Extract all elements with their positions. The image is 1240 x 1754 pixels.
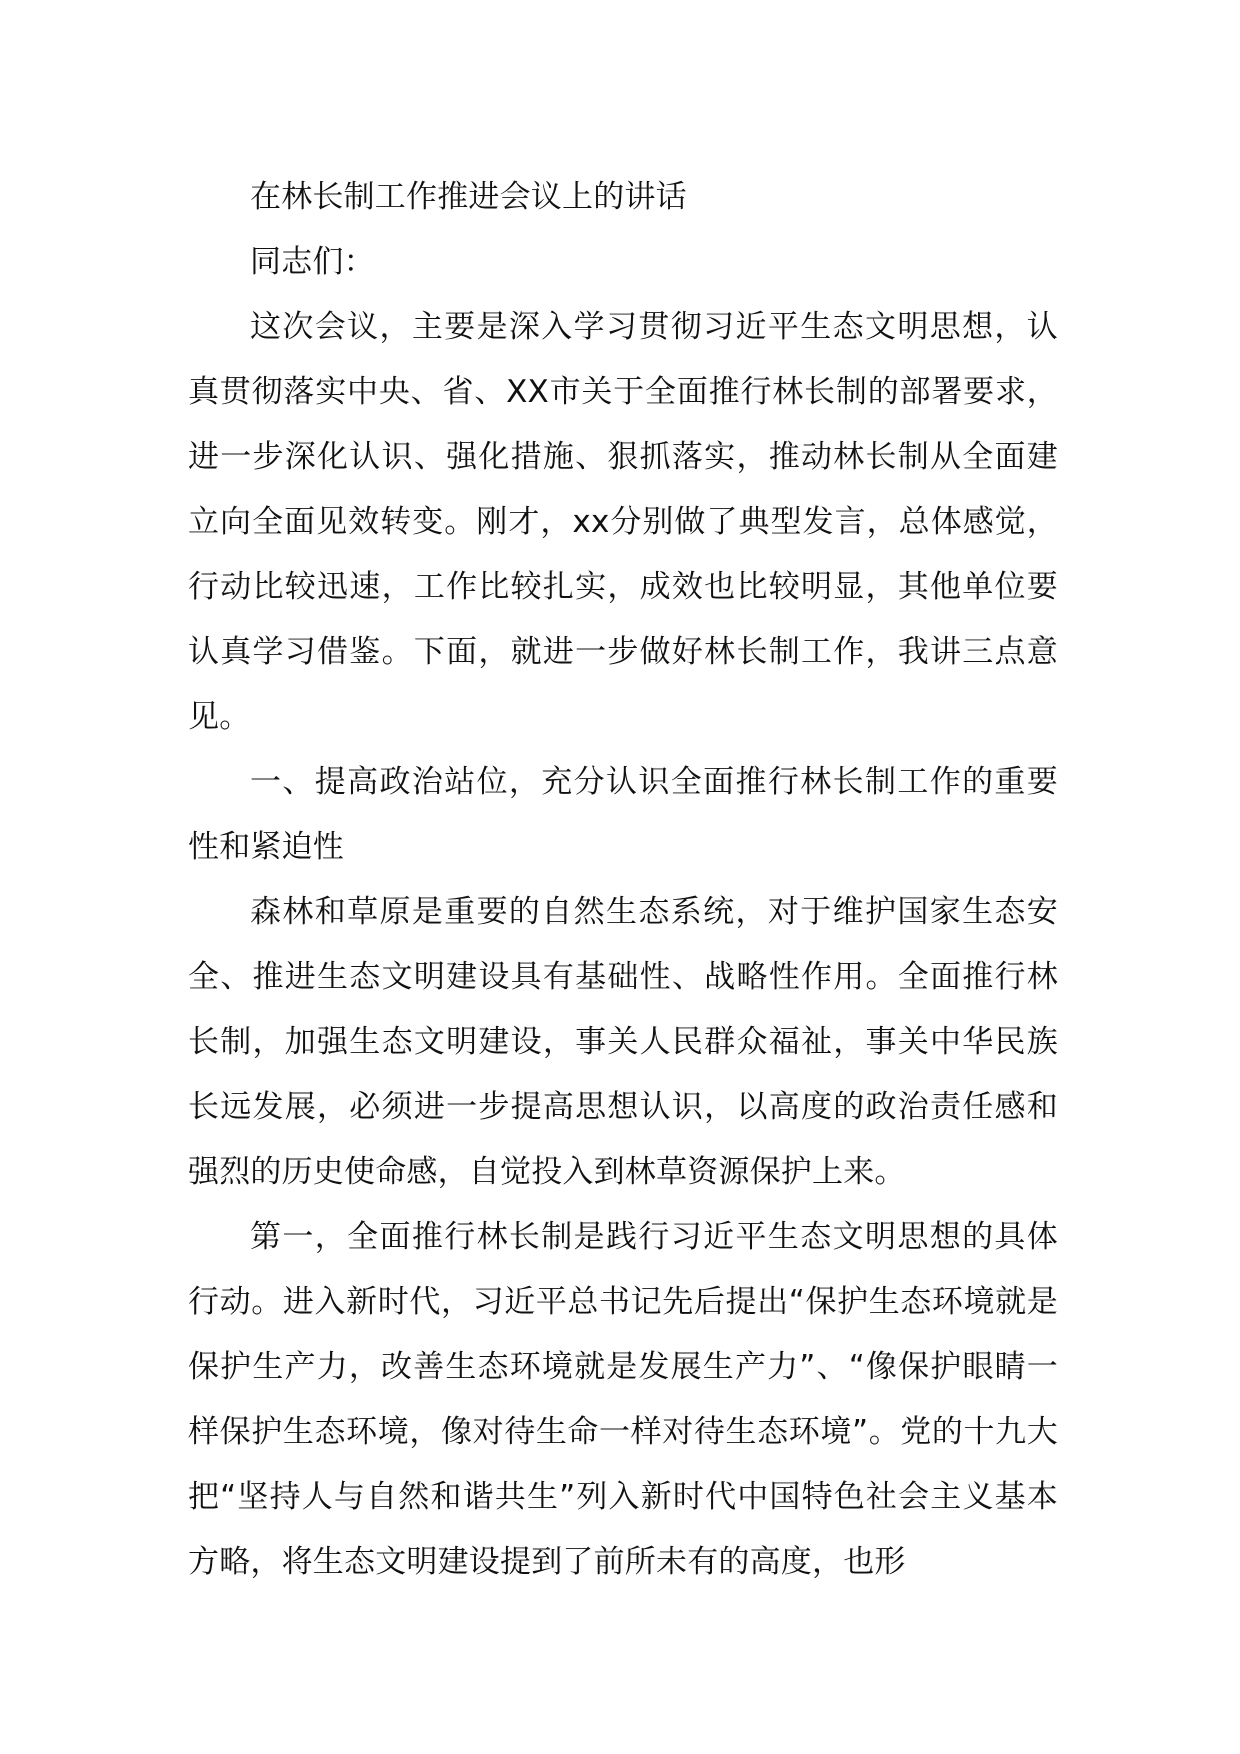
paragraph-forest-grassland: 森林和草原是重要的自然生态系统，对于维护国家生态安全、推进生态文明建设具有基础性、战略性作用。全面推行林长制，加强生态文明建设，事关人民群众福祉，事关中华民族长远发展，必须进一步提高思想认识，以高度的政治责任感和强烈的历史使命感，自觉投入到林草资源保护上来。 xyxy=(188,894,1058,1190)
paragraph-point-one: 第一，全面推行林长制是践行习近平生态文明思想的具体行动。进入新时代，习近平总书记先后提出“保护生态环境就是保护生产力，改善生态环境就是发展生产力”、“像保护眼睛一样保护生态环境，像对待生命一样对待生态环境”。党的十九大把“坚持人与自然和谐共生”列入新时代中国特色社会主义基本方略，将生态文明建设提到了前所未有的高度，也形 xyxy=(188,1219,1058,1580)
section-heading-one: 一、提高政治站位，充分认识全面推行林长制工作的重要性和紧迫性 xyxy=(188,764,1058,865)
salutation: 同志们： xyxy=(250,244,375,280)
paragraph-intro: 这次会议，主要是深入学习贯彻习近平生态文明思想，认真贯彻落实中央、省、XX市关于全面推行林长制的部署要求，进一步深化认识、强化措施、狠抓落实，推动林长制从全面建立向全面见效转变。刚才，xx分别做了典型发言，总体感觉，行动比较迅速，工作比较扎实，成效也比较明显，其他单位要认真学习借鉴。下面，就进一步做好林长制工作，我讲三点意见。 xyxy=(188,309,1058,735)
document-title: 在林长制工作推进会议上的讲话 xyxy=(250,179,687,215)
document-body xyxy=(188,165,1058,1595)
